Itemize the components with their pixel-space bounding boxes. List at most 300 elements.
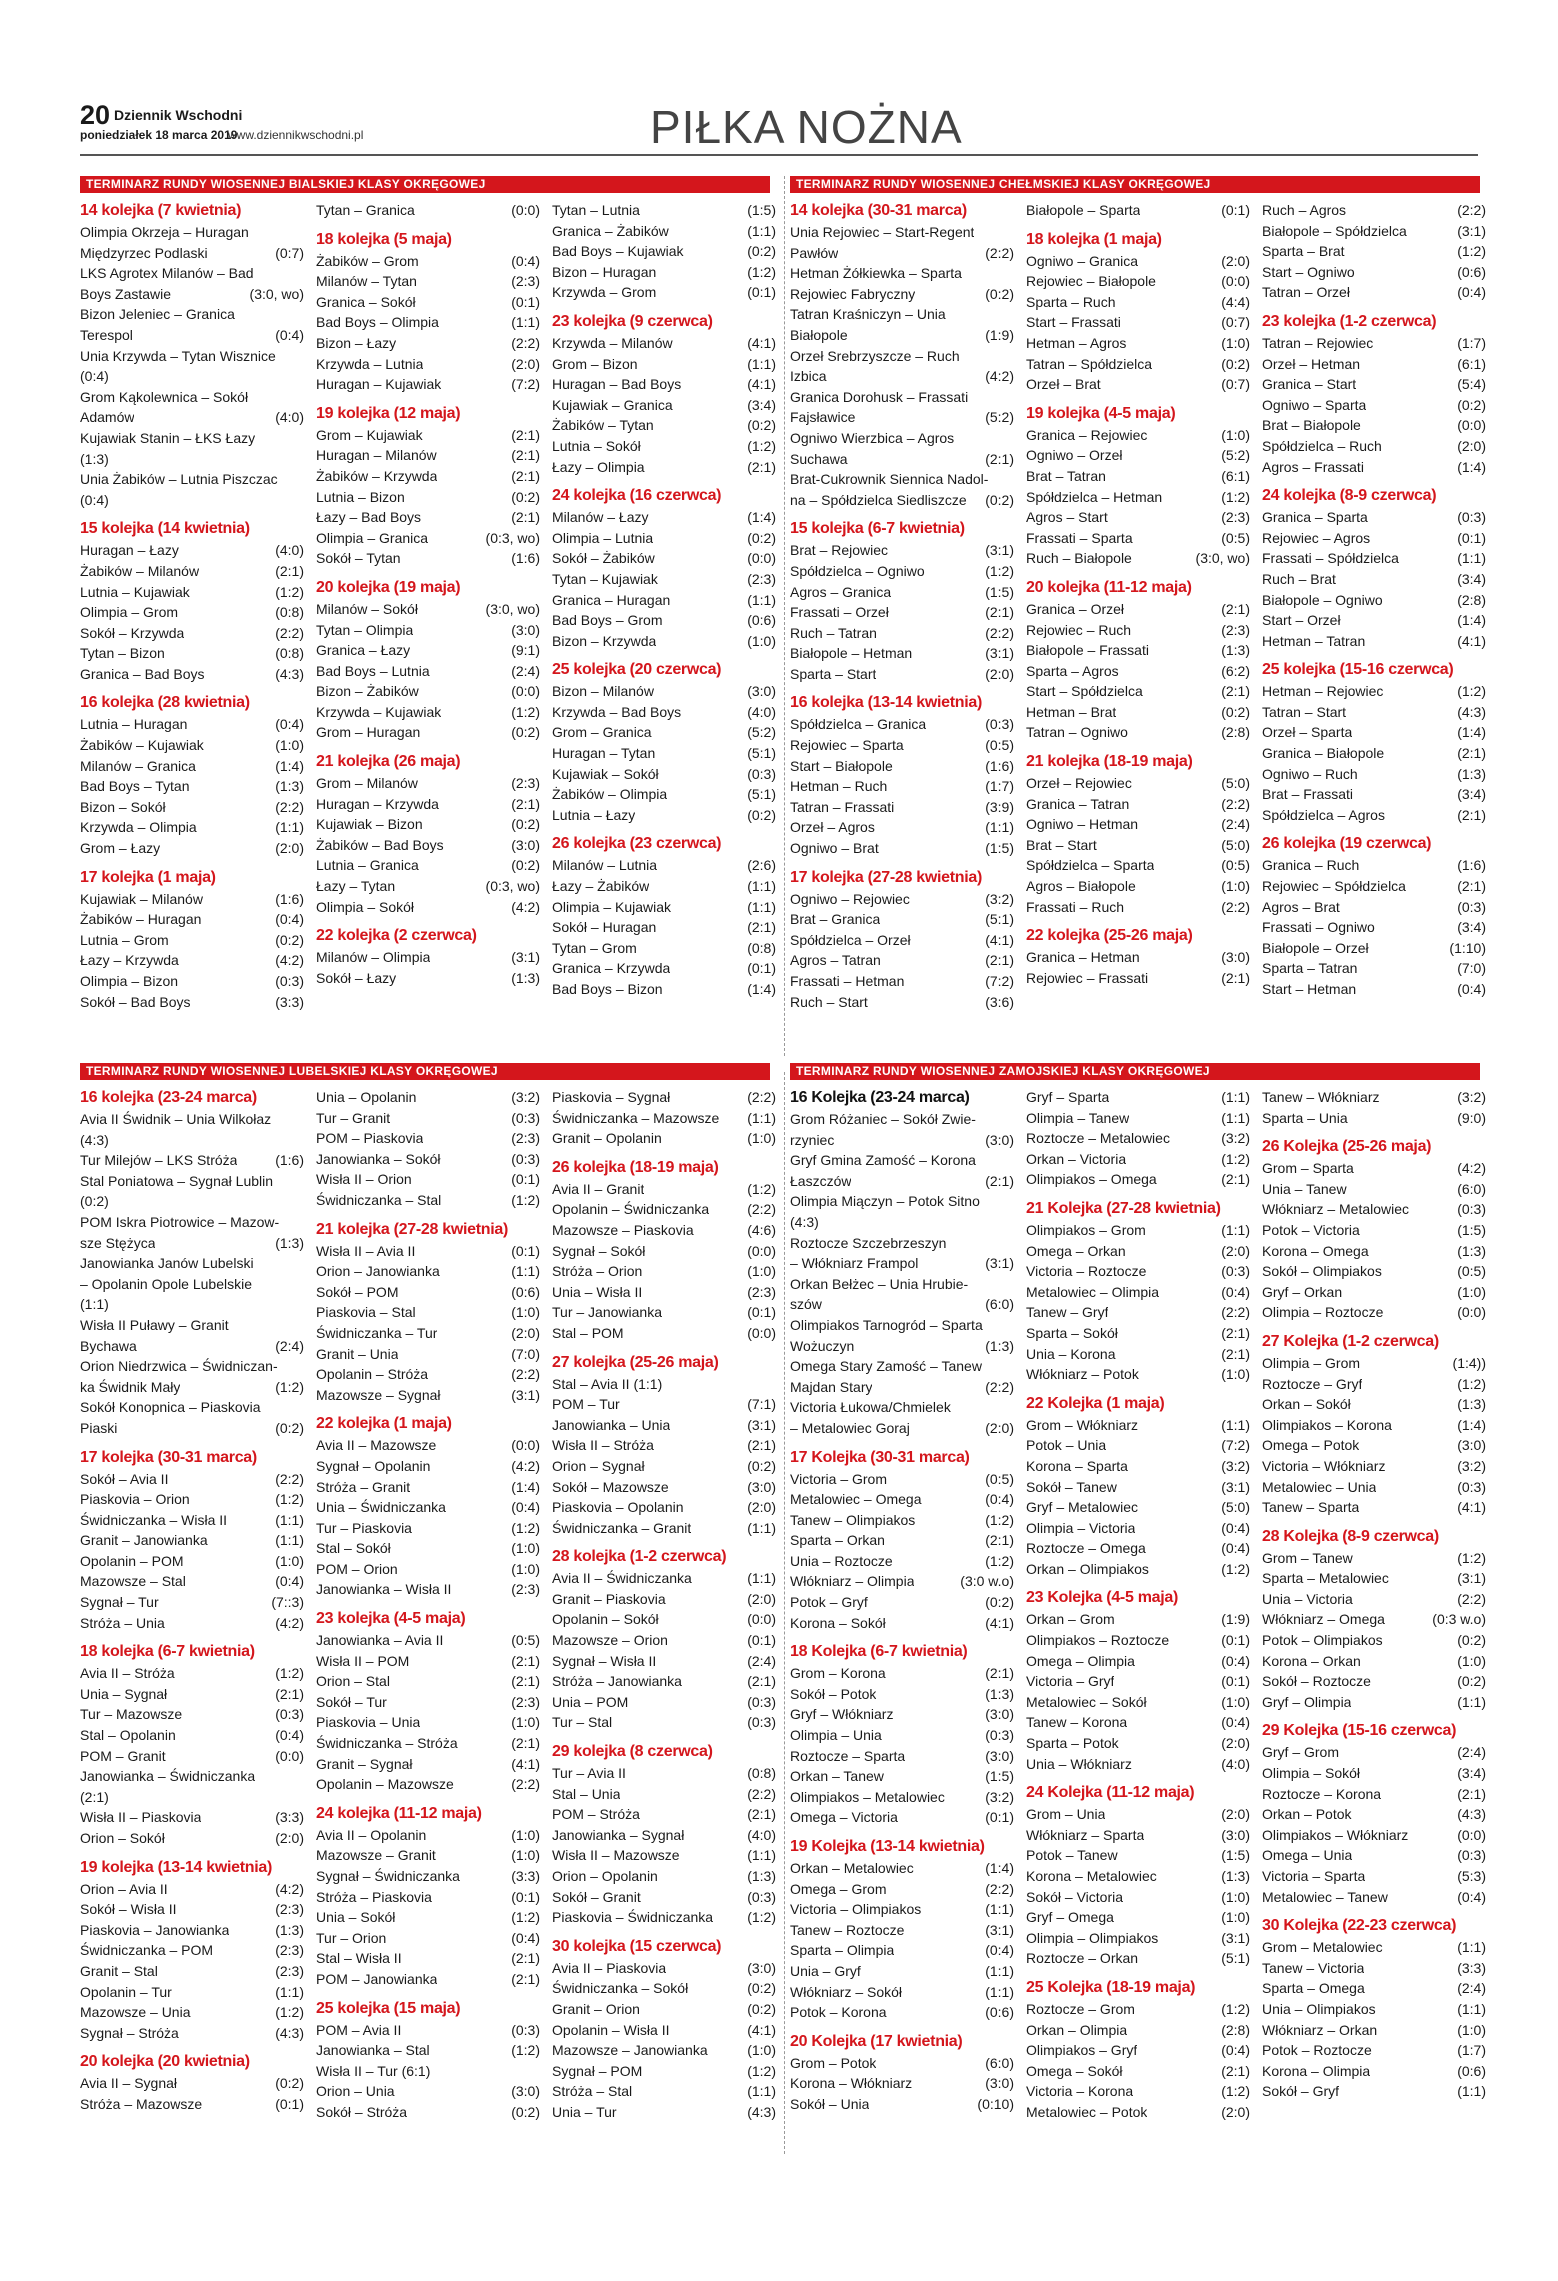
match-row — [790, 838, 1014, 859]
match-row — [552, 1712, 776, 1733]
round-title: 23 kolejka (1-2 czerwca) — [1262, 312, 1437, 330]
match-score: (2:8) — [1457, 591, 1486, 608]
match-score: (7::3) — [271, 1594, 304, 1611]
match-score: (1:0) — [1221, 1888, 1250, 1905]
match-score: (1:2) — [747, 1909, 776, 1926]
match-score: (1:2) — [747, 2062, 776, 2079]
match-row — [1026, 1928, 1250, 1949]
match-score: (1:1) — [985, 1962, 1014, 1979]
match-score: (0:2) — [275, 1419, 304, 1436]
match-teams: Sparta – Ruch — [1026, 293, 1116, 310]
match-score: (0:2) — [747, 806, 776, 823]
match-score: (0:1) — [1457, 529, 1486, 546]
match-row — [552, 1589, 776, 1610]
round-title: 23 Kolejka (4-5 maja) — [1026, 1589, 1178, 1607]
match-score: (3:4) — [1457, 570, 1486, 587]
match-teams: Tur – Stal — [552, 1714, 613, 1731]
round-block — [80, 1857, 304, 2044]
match-row — [316, 1385, 540, 1406]
match-score — [300, 1109, 304, 1130]
match-score: (2:1) — [511, 1950, 540, 1967]
round-block — [316, 1413, 540, 1600]
match-row — [80, 1940, 304, 1961]
match-score: (0:5) — [511, 1632, 540, 1649]
match-row — [316, 1323, 540, 1344]
match-score: (0:5) — [1221, 857, 1250, 874]
match-row — [316, 1282, 540, 1303]
match-teams: Sokół – Krzywda — [80, 624, 185, 641]
match-teams: Olimpiakos – Grom — [1026, 1221, 1146, 1238]
round-block — [552, 200, 776, 303]
match-row — [552, 1671, 776, 1692]
match-score: (0:2) — [1221, 703, 1250, 720]
match-teams: Avia II – Granit — [552, 1180, 645, 1197]
round-title: 16 Kolejka (23-24 marca) — [790, 1089, 970, 1106]
match-row — [1262, 1763, 1486, 1784]
match-teams: Sokół – Victoria — [1026, 1888, 1124, 1905]
match-score: (1:0) — [1221, 1693, 1250, 1710]
match-score: (2:1) — [511, 1652, 540, 1669]
match-score: (1:9) — [985, 326, 1014, 343]
match-score: (0:2) — [985, 285, 1014, 302]
match-score: (4:2) — [1457, 1160, 1486, 1177]
match-teams: Tatran Kraśniczyn – Unia — [790, 306, 946, 323]
match-row — [790, 1294, 1014, 1315]
match-row — [316, 1845, 540, 1866]
match-row — [1262, 1866, 1486, 1887]
round-block — [80, 867, 304, 1013]
match-teams: Unia – Victoria — [1262, 1590, 1353, 1607]
match-teams: Bizon – Huragan — [552, 263, 657, 280]
match-teams: Roztocze – Orkan — [1026, 1950, 1139, 1967]
match-score: (1:2) — [1221, 1560, 1250, 1577]
match-row — [790, 1571, 1014, 1592]
match-row — [790, 1551, 1014, 1572]
match-row — [80, 2023, 304, 2044]
match-score: (3:0) — [747, 1478, 776, 1495]
round-block — [316, 1608, 540, 1795]
match-teams: Sokół – Huragan — [552, 919, 657, 936]
match-teams: Metalowiec – Unia — [1262, 1478, 1377, 1495]
match-score: (1:1) — [747, 1109, 776, 1126]
match-teams: Stal – Avia II (1:1) — [552, 1375, 663, 1392]
match-score: (0:6) — [1457, 2062, 1486, 2079]
match-score: (3:0) — [985, 2075, 1014, 2092]
match-row — [1262, 1087, 1486, 1108]
match-teams: Olimpia – Roztocze — [1262, 1304, 1384, 1321]
match-row — [1262, 221, 1486, 242]
match-teams: Ogniwo – Ruch — [1262, 765, 1358, 782]
match-teams: Grom – Potok — [790, 2054, 877, 2071]
match-teams: Krzywda – Lutnia — [316, 355, 424, 372]
match-score: (6:2) — [1221, 662, 1250, 679]
match-score: (2:1) — [1457, 806, 1486, 823]
match-teams: Granica – Sparta — [1262, 509, 1368, 526]
match-teams: Roztocze – Omega — [1026, 1540, 1146, 1557]
match-score: (1:9) — [1221, 1611, 1250, 1628]
round-block — [790, 867, 1014, 1013]
round-title: 21 kolejka (26 maja) — [316, 753, 461, 771]
match-score: (1:1) — [275, 1983, 304, 2000]
match-score: (1:7) — [1457, 2042, 1486, 2059]
match-teams: Sparta – Agros — [1026, 662, 1119, 679]
match-row — [790, 2094, 1014, 2115]
match-teams: Granica – Białopole — [1262, 745, 1385, 762]
match-row — [552, 1958, 776, 1979]
match-row — [552, 2102, 776, 2123]
match-score: (4:3) — [1457, 1806, 1486, 1823]
match-score: (4:2) — [275, 952, 304, 969]
match-score: (1:2) — [747, 1180, 776, 1197]
match-row — [1026, 2061, 1250, 2082]
match-teams: Victoria – Sparta — [1262, 1868, 1366, 1884]
match-row — [316, 1671, 540, 1692]
match-score: (3:1) — [1457, 222, 1486, 239]
match-teams: Hetman – Brat — [1026, 703, 1117, 720]
schedule-column — [1262, 200, 1486, 1000]
match-row — [316, 2040, 540, 2061]
schedule-column — [316, 200, 540, 988]
match-teams: Granit – Opolanin — [552, 1130, 662, 1147]
round-title: 30 Kolejka (22-23 czerwca) — [1262, 1917, 1457, 1935]
match-score: (0:6) — [985, 2004, 1014, 2021]
match-row — [80, 930, 304, 951]
match-teams: Tatran – Start — [1262, 703, 1347, 720]
match-teams: Korona – Włókniarz — [790, 2075, 913, 2092]
match-row — [316, 2061, 540, 2082]
match-row — [1026, 312, 1250, 333]
match-score: (3:1) — [747, 1416, 776, 1433]
match-row — [80, 1571, 304, 1592]
match-score: (2:2) — [985, 1880, 1014, 1897]
match-teams: Sokół – Potok — [790, 1685, 877, 1702]
round-title: 22 kolejka (2 czerwca) — [316, 927, 477, 945]
match-score: (3:1) — [1221, 1478, 1250, 1495]
match-row — [790, 346, 1014, 367]
match-score: (2:8) — [1221, 2021, 1250, 2038]
match-score: (1:4) — [1457, 1416, 1486, 1433]
match-teams: Orkan – Tanew — [790, 1768, 884, 1785]
match-row — [1026, 1415, 1250, 1436]
match-row — [790, 1613, 1014, 1634]
match-score: (2:0) — [1457, 437, 1486, 454]
round-block — [1026, 925, 1250, 988]
round-title: 15 kolejka (14 kwietnia) — [80, 520, 250, 538]
match-row — [552, 1415, 776, 1436]
match-score: (1:1) — [747, 222, 776, 239]
header-rule — [80, 154, 1478, 156]
match-score: (3:0) — [1221, 949, 1250, 966]
match-row — [790, 1940, 1014, 1961]
match-score: (1:2) — [985, 562, 1014, 579]
match-score: (1:0) — [747, 1130, 776, 1147]
match-teams: Żabików – Huragan — [80, 911, 202, 928]
match-row — [1262, 917, 1486, 938]
round-block — [1262, 1331, 1486, 1518]
match-score: (1:3) — [985, 1337, 1014, 1354]
match-row — [1262, 1742, 1486, 1763]
schedule-column — [790, 200, 1014, 1012]
match-teams: Olimpia – Olimpiakos — [1026, 1929, 1159, 1946]
match-score: (0:2) — [747, 1980, 776, 1997]
match-row — [1262, 1887, 1486, 1908]
section-header-bar: TERMINARZ RUNDY WIOSENNEJ LUBELSKIEJ KLASY OKRĘGOWEJ — [80, 1063, 770, 1080]
match-teams: Orkan – Olimpiakos — [1026, 1560, 1149, 1577]
match-teams: Brat – Start — [1026, 836, 1097, 853]
match-score: (2:6) — [747, 857, 776, 874]
schedule-column — [316, 1087, 540, 2123]
schedule-column — [1262, 1087, 1486, 2102]
match-score: (1:2) — [275, 1491, 304, 1508]
match-row — [790, 971, 1014, 992]
match-teams: POM – Orion — [316, 1560, 398, 1577]
match-score: (1:1) — [275, 1532, 304, 1549]
match-teams: Metalowiec – Sokół — [1026, 1693, 1147, 1710]
match-score: (4:0) — [275, 409, 304, 426]
match-score: (1:3) — [1221, 1868, 1250, 1884]
match-score: (2:3) — [747, 1283, 776, 1300]
match-score: (2:2) — [747, 1785, 776, 1802]
match-score: (4:3) — [1457, 703, 1486, 720]
match-teams: Mazowsze – Piaskovia — [552, 1221, 694, 1238]
match-row — [1026, 1149, 1250, 1170]
match-score — [1010, 1274, 1014, 1295]
match-score — [1010, 1233, 1014, 1254]
match-row — [552, 1261, 776, 1282]
match-teams: Orion – Janowianka — [316, 1263, 440, 1280]
round-block — [1262, 1915, 1486, 2102]
match-row — [1026, 722, 1250, 743]
match-teams: Międzyrzec Podlaski — [80, 244, 208, 261]
match-teams: Avia II – Stróża — [80, 1665, 175, 1682]
match-score: (2:1) — [1221, 600, 1250, 617]
match-score: (2:2) — [1221, 898, 1250, 915]
match-row — [790, 714, 1014, 735]
match-row — [1026, 1630, 1250, 1651]
match-score: (0:4) — [1221, 2042, 1250, 2059]
match-score: (2:1) — [747, 1673, 776, 1690]
match-row — [1262, 569, 1486, 590]
match-teams: Huragan – Kujawiak — [316, 376, 442, 393]
match-score: (1:3) — [985, 1685, 1014, 1702]
match-teams: Tatran – Ogniwo — [1026, 724, 1128, 741]
match-score: (1:1) — [747, 2083, 776, 2100]
match-row — [80, 2094, 304, 2115]
match-teams: Sokół – Tur — [316, 1693, 387, 1710]
match-teams: Boys Zastawie — [80, 285, 172, 302]
match-score: (0:4) — [1221, 1540, 1250, 1557]
match-row — [80, 263, 304, 284]
match-row — [316, 1364, 540, 1385]
match-teams: (1:1) — [80, 1296, 109, 1313]
match-teams: Brat – Białopole — [1262, 417, 1361, 434]
newspaper-name: Dziennik Wschodni — [114, 107, 243, 123]
match-row — [552, 1108, 776, 1129]
match-teams: Stróża – Janowianka — [552, 1673, 682, 1690]
match-teams: Olimpia – Grom — [80, 604, 179, 621]
round-block — [1262, 833, 1486, 999]
match-teams: Krzywda – Kujawiak — [316, 703, 442, 720]
match-score: (0:0) — [511, 202, 540, 218]
match-teams: Metalowiec – Olimpia — [1026, 1283, 1160, 1300]
match-teams: Spółdzielca – Agros — [1262, 806, 1385, 823]
match-score: (9:1) — [511, 642, 540, 659]
match-score — [300, 346, 304, 367]
match-score: (2:1) — [985, 1532, 1014, 1549]
match-score: (1:1) — [1457, 1939, 1486, 1956]
match-teams: Białopole – Frassati — [1026, 642, 1149, 659]
match-row — [1262, 415, 1486, 436]
website-link[interactable]: www.dziennikwschodni.pl — [228, 128, 364, 142]
match-score: (2:1) — [1221, 969, 1250, 986]
match-score: (1:0) — [747, 2042, 776, 2059]
match-teams: Roztocze – Sparta — [790, 1747, 906, 1764]
match-score — [1010, 1191, 1014, 1212]
match-teams: Janowianka – Świdniczanka — [80, 1768, 256, 1785]
match-row — [1262, 805, 1486, 826]
match-teams: Grom – Metalowiec — [1262, 1939, 1383, 1956]
match-teams: Ogniwo Wierzbica – Agros — [790, 429, 955, 446]
match-row — [80, 1489, 304, 1510]
round-block — [552, 1157, 776, 1344]
match-row — [316, 1128, 540, 1149]
match-score: (0:1) — [1221, 1673, 1250, 1690]
match-row — [790, 623, 1014, 644]
match-score — [1010, 1150, 1014, 1171]
schedule-column — [790, 1087, 1014, 2115]
match-teams: Huragan – Tytan — [552, 745, 656, 762]
match-row — [316, 466, 540, 487]
match-row — [790, 1704, 1014, 1725]
match-score: (2:4) — [275, 1337, 304, 1354]
match-teams: Lutnia – Bizon — [316, 488, 405, 505]
round-title: 17 kolejka (27-28 kwietnia) — [790, 868, 983, 886]
match-teams: Orzeł – Hetman — [1262, 355, 1361, 372]
match-teams: POM – Tur — [552, 1396, 620, 1413]
match-teams: Potok – Tanew — [1026, 1847, 1118, 1864]
match-score: (0:2) — [1457, 1632, 1486, 1649]
match-teams: Krzywda – Milanów — [552, 334, 673, 351]
round-block — [552, 833, 776, 999]
match-teams: POM Iskra Piotrowice – Mazow- — [80, 1213, 280, 1230]
match-row — [316, 1477, 540, 1498]
match-row — [1262, 1937, 1486, 1958]
match-teams: Sokół – Stróża — [316, 2103, 408, 2120]
match-score: (1:0) — [275, 737, 304, 754]
match-teams: Unia – Olimpiakos — [1262, 2000, 1376, 2017]
round-block — [1026, 751, 1250, 917]
match-row — [1262, 1374, 1486, 1395]
match-score: (7:1) — [747, 1396, 776, 1413]
match-score: (1:4) — [1457, 458, 1486, 475]
match-score: (2:4) — [511, 662, 540, 679]
match-teams: ka Świdnik Mały — [80, 1378, 181, 1395]
match-score: (0:7) — [275, 244, 304, 261]
match-teams: Brat-Cukrownik Siennica Nadol- — [790, 471, 989, 488]
match-row — [316, 876, 540, 897]
match-row — [316, 312, 540, 333]
round-title: 25 kolejka (20 czerwca) — [552, 661, 722, 679]
match-row — [1262, 702, 1486, 723]
round-block — [552, 1352, 776, 1539]
match-score: (2:1) — [275, 1685, 304, 1702]
match-row — [790, 222, 1014, 243]
match-row — [316, 773, 540, 794]
match-score: (3:2) — [985, 1788, 1014, 1805]
match-row — [1026, 2040, 1250, 2061]
match-score: (3:1) — [985, 645, 1014, 662]
match-score — [300, 449, 304, 470]
match-score: (7:0) — [1457, 960, 1486, 977]
match-row — [1262, 1456, 1486, 1477]
match-row — [1262, 743, 1486, 764]
match-teams: Bad Boys – Lutnia — [316, 662, 430, 679]
match-row — [80, 1336, 304, 1357]
match-row — [1262, 1978, 1486, 1999]
match-row — [1026, 1887, 1250, 1908]
round-block — [1026, 200, 1250, 221]
match-score: (1:1) — [985, 1983, 1014, 2000]
match-teams: Olimpiakos – Gryf — [1026, 2042, 1138, 2059]
match-score: (2:0) — [985, 1419, 1014, 1436]
match-score: (4:0) — [747, 1826, 776, 1843]
match-score: (0:6) — [747, 612, 776, 629]
match-score: (0:1) — [275, 2095, 304, 2112]
match-teams: Białopole – Ogniwo — [1262, 591, 1383, 608]
match-score — [1010, 263, 1014, 284]
match-teams: Unia Rejowiec – Start-Regent — [790, 224, 975, 240]
match-score: (0:0) — [747, 1324, 776, 1341]
match-teams: Krzywda – Olimpia — [80, 819, 197, 836]
match-teams: Victoria – Korona — [1026, 2083, 1134, 2100]
match-score: (2:2) — [275, 1470, 304, 1487]
match-teams: Tatran – Frassati — [790, 798, 895, 815]
match-score: (2:1) — [985, 1172, 1014, 1189]
match-score — [300, 469, 304, 490]
match-row — [790, 1510, 1014, 1531]
match-teams: Potok – Roztocze — [1262, 2042, 1372, 2059]
match-score: (1:3) — [275, 778, 304, 795]
match-row — [790, 1684, 1014, 1705]
match-row — [1262, 507, 1486, 528]
match-row — [790, 540, 1014, 561]
match-score: (1:0) — [511, 1560, 540, 1577]
match-row — [790, 1397, 1014, 1418]
match-row — [790, 1787, 1014, 1808]
match-row — [790, 1274, 1014, 1295]
match-teams: Tur – Avia II — [552, 1765, 626, 1782]
match-score: (2:1) — [511, 426, 540, 443]
match-teams: Gryf – Omega — [1026, 1909, 1114, 1926]
match-score: (0:0) — [1457, 1826, 1486, 1843]
round-block — [316, 1219, 540, 1406]
match-row — [790, 1212, 1014, 1233]
match-row — [80, 714, 304, 735]
match-teams: Orion – Sygnał — [552, 1457, 645, 1474]
match-row — [552, 2040, 776, 2061]
match-score: (0:3 w.o) — [1432, 1611, 1486, 1628]
round-title: 19 Kolejka (13-14 kwietnia) — [790, 1838, 985, 1855]
match-score: (2:0) — [747, 1590, 776, 1607]
round-block — [316, 403, 540, 569]
match-row — [316, 445, 540, 466]
match-score: (1:2) — [511, 2042, 540, 2059]
match-teams: Agros – Brat — [1262, 898, 1340, 915]
match-row — [790, 1418, 1014, 1439]
match-teams: Huragan – Bad Boys — [552, 376, 682, 393]
match-teams: Łazy – Żabików — [552, 878, 650, 895]
match-teams: Orkan – Olimpia — [1026, 2021, 1128, 2038]
